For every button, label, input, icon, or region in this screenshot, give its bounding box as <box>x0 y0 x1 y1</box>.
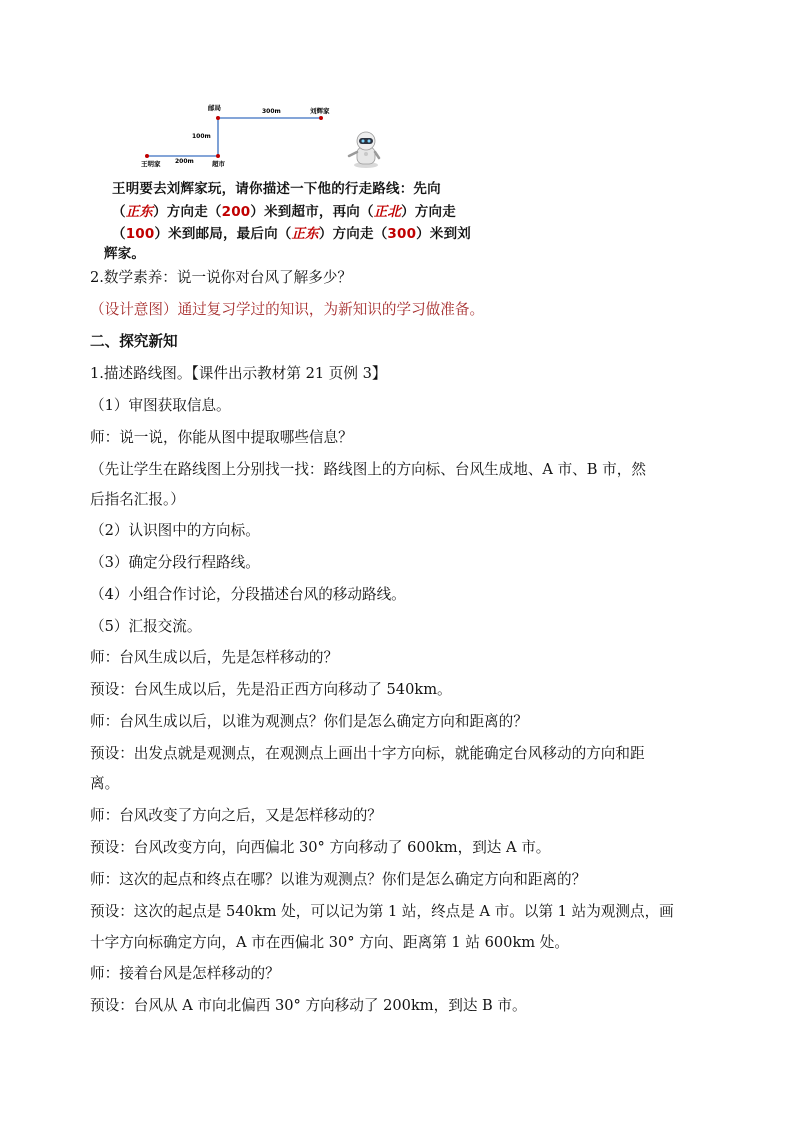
route-figure <box>104 96 471 262</box>
figure-text-1: 王明要去刘辉家玩，请你描述一下他的行走路线：先向 <box>112 181 441 197</box>
answer-north: 正北 <box>373 204 402 220</box>
answer-east-1: 正东 <box>125 204 154 220</box>
design-intent: （设计意图）通过复习学过的知识，为新知识的学习做准备。 <box>90 301 485 318</box>
figure-line-3 <box>112 222 471 242</box>
paragraph-7: 后指名汇报。） <box>90 491 185 508</box>
robot-icon <box>349 132 379 168</box>
paragraph-23: 预设：台风从 A 市向北偏西 30° 方向移动了 200km，到达 B 市。 <box>90 997 527 1014</box>
figure-text-3a: ）米到邮局，最后向（ <box>154 226 292 242</box>
bracket: （ <box>112 226 126 242</box>
paragraph-14: 师：台风生成以后，以谁为观测点？你们是怎么确定方向和距离的？ <box>90 713 528 730</box>
figure-text-2c: ）方向走 <box>401 204 456 220</box>
paragraph-22: 师：接着台风是怎样移动的？ <box>90 965 280 982</box>
post-office-label: 邮局 <box>208 104 221 112</box>
figure-text-4: 辉家。 <box>104 246 146 262</box>
liu-home-label: 刘辉家 <box>310 107 330 115</box>
paragraph-11: （5）汇报交流。 <box>90 618 202 635</box>
figure-text-3c: ）米到刘 <box>416 226 471 242</box>
paragraph-6: （先让学生在路线图上分别找一找：路线图上的方向标、台风生成地、A 市、B 市，然 <box>90 461 646 478</box>
distance-200-label: 200m <box>175 158 194 165</box>
answer-200: 200 <box>221 204 251 220</box>
wang-home-dot <box>145 154 149 158</box>
paragraph-12: 师：台风生成以后，先是怎样移动的？ <box>90 649 339 666</box>
supermarket-label: 超市 <box>212 160 225 168</box>
paragraph-3: 1.描述路线图。【课件出示教材第 21 页例 3】 <box>90 365 387 382</box>
figure-line-2 <box>112 200 456 220</box>
paragraph-21: 十字方向标确定方向，A 市在西偏北 30° 方向、距离第 1 站 600km 处。 <box>90 934 569 951</box>
paragraph-19: 师：这次的起点和终点在哪？以谁为观测点？你们是怎么确定方向和距离的？ <box>90 871 587 888</box>
paragraph-9: （3）确定分段行程路线。 <box>90 554 260 571</box>
paragraph-13: 预设：台风生成以后，先是沿正西方向移动了 540km。 <box>90 681 452 698</box>
bracket: （ <box>112 204 126 220</box>
paragraph-4: （1）审图获取信息。 <box>90 397 231 414</box>
wang-home-label: 王明家 <box>141 160 161 168</box>
paragraph-15: 预设：出发点就是观测点，在观测点上画出十字方向标，就能确定台风移动的方向和距 <box>90 745 645 762</box>
paragraph-1: 2.数学素养：说一说你对台风了解多少？ <box>90 269 353 286</box>
paragraph-8: （2）认识图中的方向标。 <box>90 522 260 539</box>
post-office-dot <box>216 116 220 120</box>
answer-east-2: 正东 <box>291 226 319 242</box>
liu-home-dot <box>319 116 323 120</box>
figure-text-2a: ）方向走（ <box>153 204 222 220</box>
route-line <box>147 118 321 156</box>
route-diagram <box>104 96 449 176</box>
paragraph-16: 离。 <box>90 775 120 792</box>
answer-100: 100 <box>125 226 155 242</box>
figure-text-3b: ）方向走（ <box>318 226 388 242</box>
distance-100-label: 100m <box>192 133 211 140</box>
paragraph-10: （4）小组合作讨论，分段描述台风的移动路线。 <box>90 586 406 603</box>
supermarket-dot <box>216 154 220 158</box>
figure-line-4 <box>104 242 145 262</box>
paragraph-5: 师：说一说，你能从图中提取哪些信息？ <box>90 429 353 446</box>
figure-line-1 <box>112 177 441 197</box>
distance-300-label: 300m <box>262 108 281 115</box>
figure-text-2b: ）米到超市，再向（ <box>250 204 374 220</box>
answer-300: 300 <box>387 226 417 242</box>
paragraph-18: 预设：台风改变方向，向西偏北 30° 方向移动了 600km，到达 A 市。 <box>90 839 551 856</box>
paragraph-20: 预设：这次的起点是 540km 处，可以记为第 1 站，终点是 A 市。以第 1 站为观测点，画 <box>90 903 674 920</box>
paragraph-17: 师：台风改变了方向之后，又是怎样移动的？ <box>90 807 382 824</box>
section-heading: 二、探究新知 <box>90 333 178 350</box>
